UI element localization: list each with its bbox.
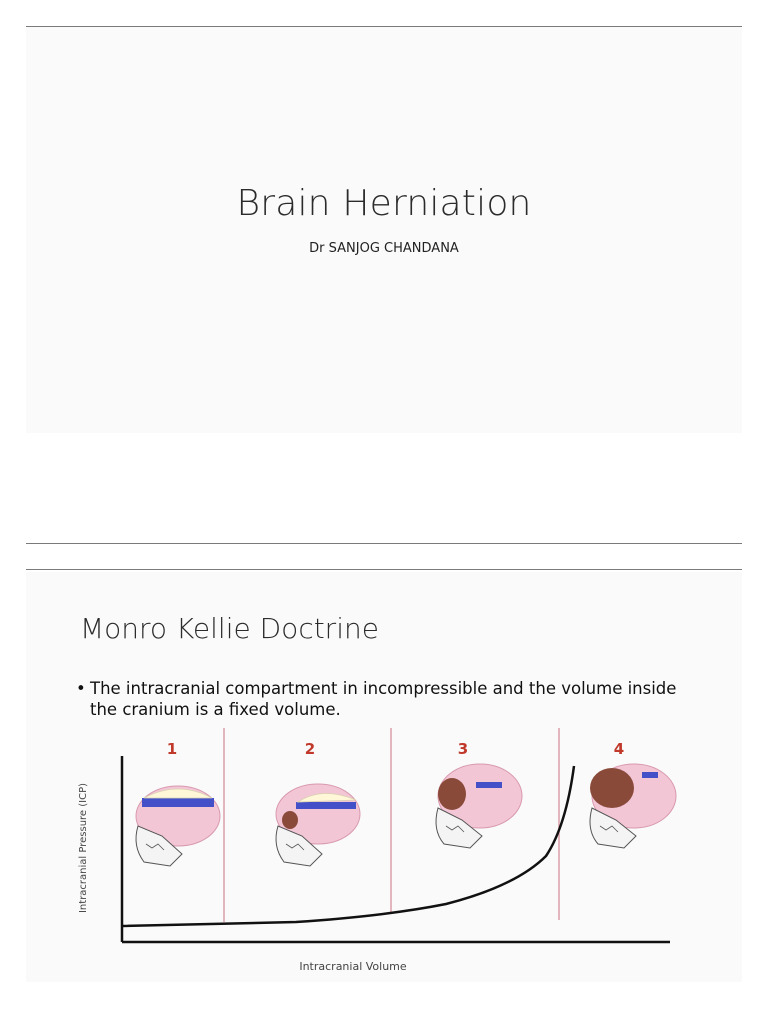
stage-label: 3 [457, 740, 469, 758]
bullet-dot: • [76, 679, 86, 698]
slide-heading: Monro Kellie Doctrine [80, 612, 379, 645]
title-slide [26, 27, 742, 433]
slide-separator-bottom [26, 543, 742, 544]
slide-title: Brain Herniation [236, 183, 532, 224]
bullet-item [76, 678, 690, 720]
bullet-text: The intracranial compartment in incompressible and the volume inside the cranium is a fixed volume. [90, 679, 677, 719]
skull-illustration-stage-2 [276, 784, 360, 866]
skull-illustration-stage-4 [590, 764, 676, 848]
stage-label: 2 [304, 740, 316, 758]
slide-subtitle: Dr SANJOG CHANDANA [309, 241, 459, 256]
stage-label: 4 [613, 740, 625, 758]
slide-separator-top [26, 569, 742, 570]
x-axis-label: Intracranial Volume [299, 960, 407, 973]
stage-label: 1 [166, 740, 178, 758]
content-slide [26, 572, 742, 982]
y-axis-label: Intracranial Pressure (ICP) [78, 782, 89, 914]
skull-illustration-stage-3 [436, 764, 522, 848]
monro-kellie-figure [66, 726, 706, 982]
skull-illustration-stage-1 [136, 786, 220, 866]
